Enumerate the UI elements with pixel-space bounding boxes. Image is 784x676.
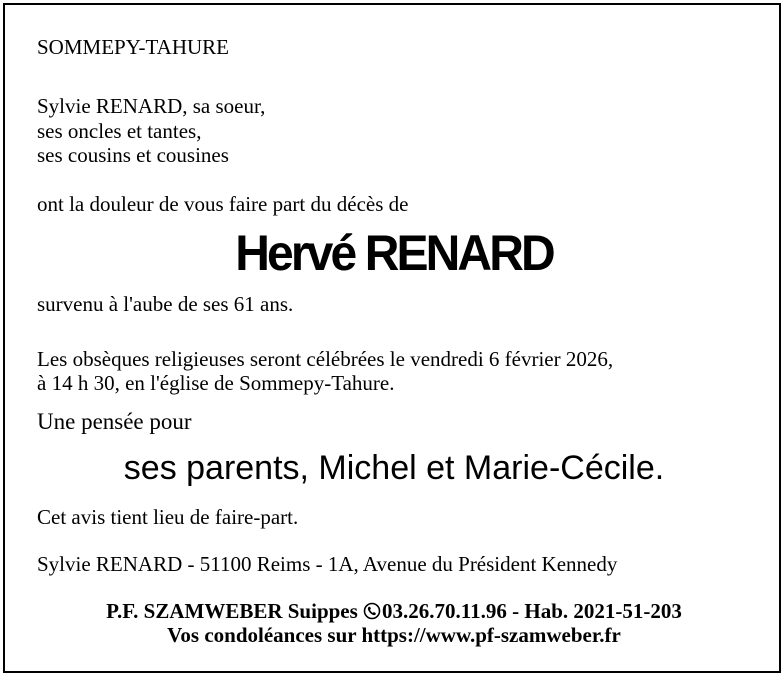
family-line-sister: Sylvie RENARD, sa soeur,	[37, 94, 266, 118]
age-line: survenu à l'aube de ses 61 ans.	[37, 292, 294, 316]
obituary-notice	[3, 3, 781, 673]
family-line-uncles: ses oncles et tantes,	[37, 119, 202, 143]
funeral-date-line: Les obsèques religieuses seront célébrées le vendredi 6 février 2026,	[37, 347, 614, 371]
condolences-line: Vos condoléances sur https://www.pf-szamweber.fr	[167, 623, 621, 647]
funeral-home-name: P.F. SZAMWEBER Suippes	[106, 599, 364, 623]
announcement-text: ont la douleur de vous faire part du décès de	[37, 192, 409, 216]
phone-icon	[363, 601, 381, 619]
town-heading: SOMMEPY-TAHURE	[37, 35, 230, 59]
thought-intro: Une pensée pour	[37, 409, 192, 434]
address-line: Sylvie RENARD - 51100 Reims - 1A, Avenue du Président Kennedy	[37, 552, 618, 576]
deceased-name: Hervé RENARD	[235, 225, 553, 281]
funeral-place-line: à 14 h 30, en l'église de Sommepy-Tahure.	[37, 371, 395, 395]
notice-line: Cet avis tient lieu de faire-part.	[37, 505, 299, 529]
thought-for-parents: ses parents, Michel et Marie-Cécile.	[123, 449, 665, 487]
family-line-cousins: ses cousins et cousines	[37, 143, 229, 167]
funeral-home-line	[5, 599, 783, 623]
phone-and-habilitation: 03.26.70.11.96 - Hab. 2021-51-203	[382, 599, 682, 623]
